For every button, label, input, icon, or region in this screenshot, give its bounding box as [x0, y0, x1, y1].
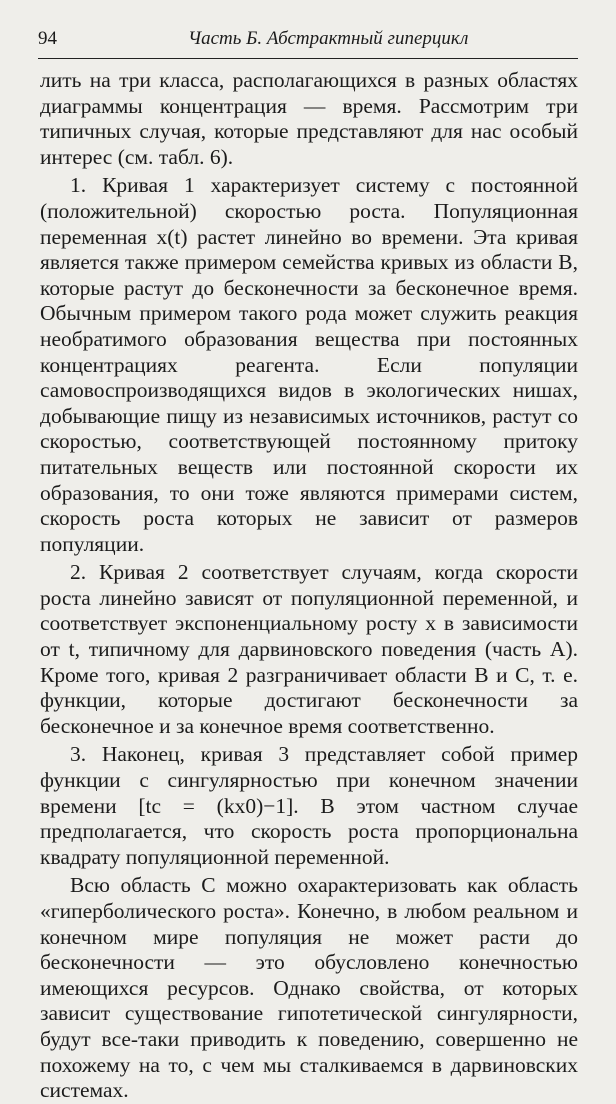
- page-header: [38, 28, 578, 56]
- paragraph-curve-1: 1. Кривая 1 характеризует систему с постоянной (положительной) скоростью роста. Популяционная переменная x(t) растет линейно во времени. Эта кривая является также примером семейства кривых из области В, которые растут до бесконечности за бесконечное время. Обычным примером такого рода может служить реакция необратимого образования вещества при постоянных концентрациях реагента. Если популяции самовоспроизводящихся видов в экологических нишах, добывающие пищу из независимых источников, растут со скоростью, соответствующей постоянному притоку питательных веществ или постоянной скорости их образования, то они тоже являются примерами систем, скорость роста которых не зависит от размеров популяции.: [40, 173, 578, 556]
- page-number: 94: [38, 28, 57, 49]
- paragraph-curve-2: 2. Кривая 2 соответствует случаям, когда скорости роста линейно зависят от популяционной переменной, и соответствует экспоненциальному росту x в зависимости от t, типичному для дарвиновского поведения (часть А). Кроме того, кривая 2 разграничивает области B и C, т. е. функции, которые достигают бесконечности за бесконечное и за конечное время соответственно.: [40, 560, 578, 738]
- body-text: [40, 68, 578, 1104]
- paragraph-curve-3: 3. Наконец, кривая 3 представляет собой пример функции с сингулярностью при конечном значении времени [tc = (kx0)−1]. В этом частном случае предполагается, что скорость роста пропорциональна квадрату популяционной переменной.: [40, 742, 578, 869]
- paragraph-continuation: лить на три класса, располагающихся в разных областях диаграммы концентрация — время. Рассмотрим три типичных случая, которые представляют для нас особый интерес (см. табл. 6).: [40, 68, 578, 169]
- running-title: Часть Б. Абстрактный гиперцикл: [188, 28, 469, 49]
- header-rule: [38, 58, 578, 59]
- paragraph-region-c: Всю область C можно охарактеризовать как область «гиперболического роста». Конечно, в любом реальном и конечном мире популяция не может расти до бесконечности — это обусловлено конечностью имеющихся ресурсов. Однако свойства, от которых зависит существование гипотетической сингулярности, будут все-таки приводить к поведению, совершенно не похожему на то, с чем мы сталкиваемся в дарвиновских системах.: [40, 873, 578, 1103]
